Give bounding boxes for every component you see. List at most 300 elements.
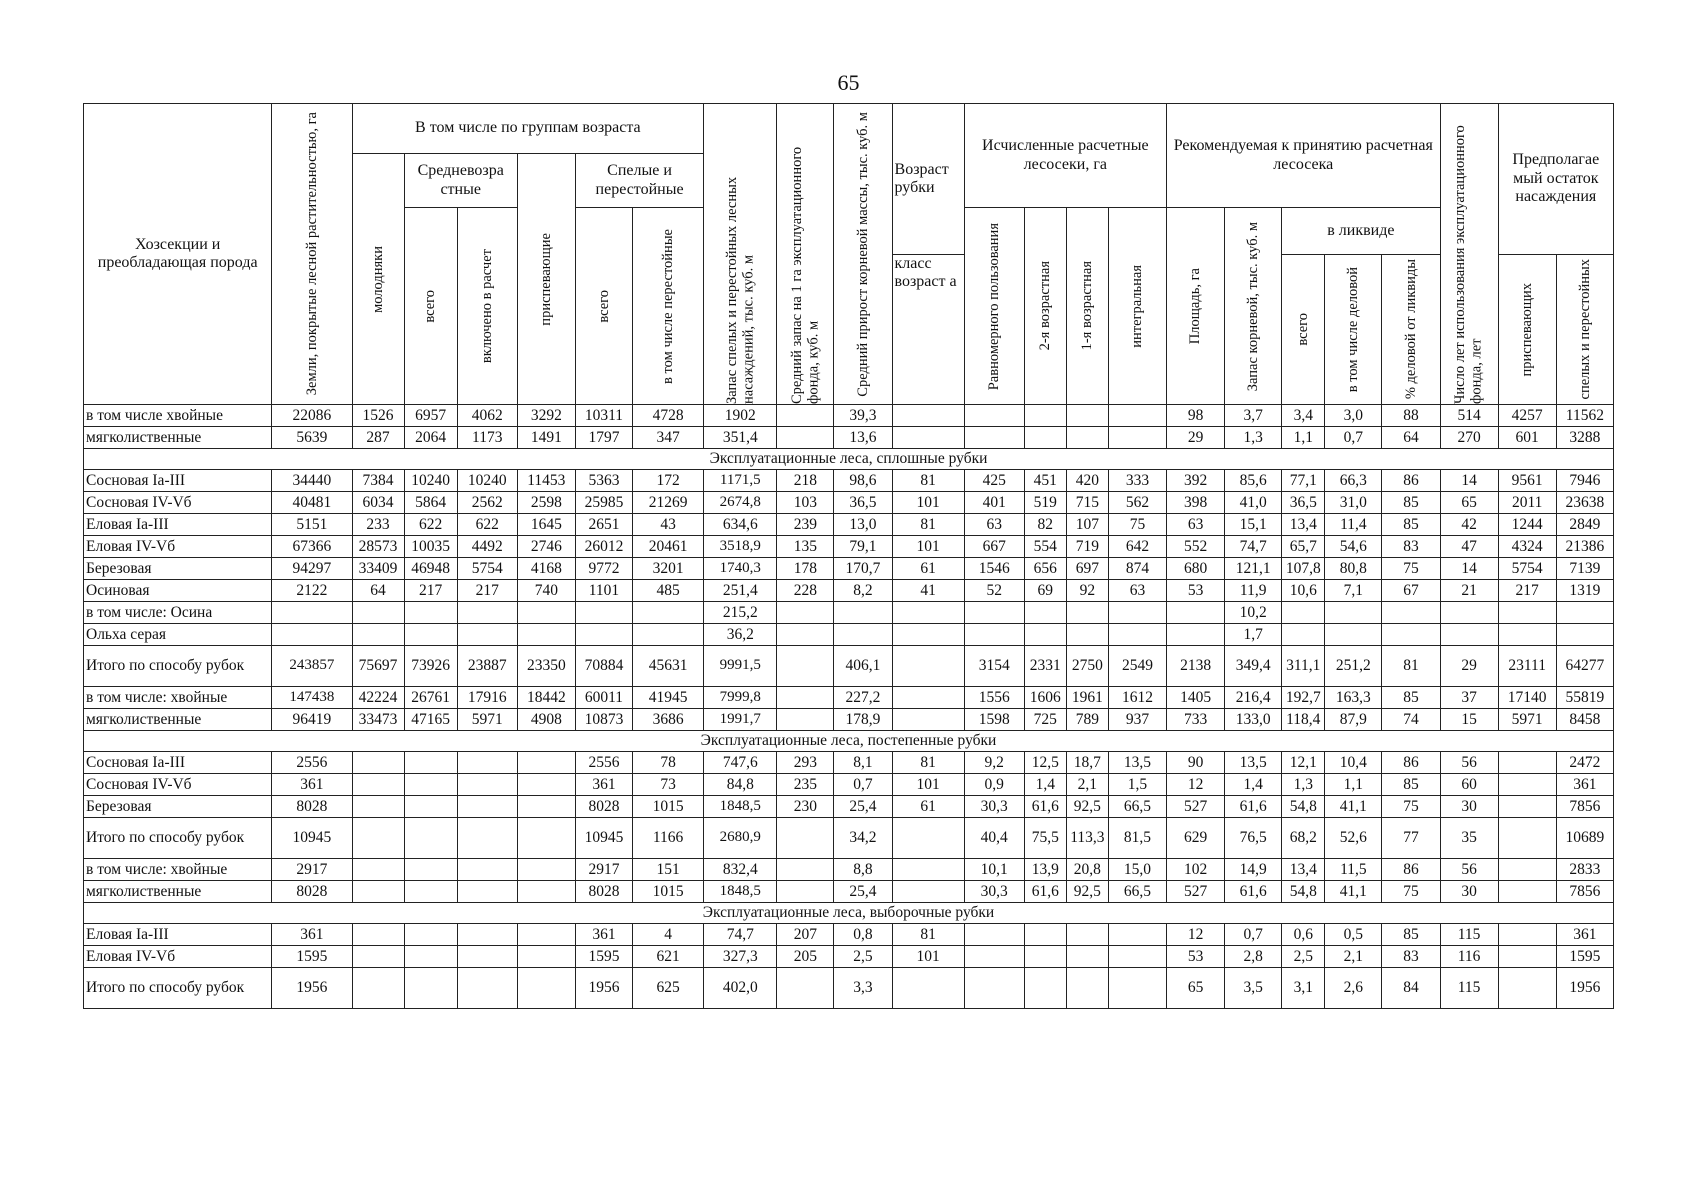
table-cell	[457, 859, 517, 881]
table-cell: 101	[892, 492, 964, 514]
table-cell	[352, 859, 404, 881]
table-cell: 327,3	[704, 946, 777, 968]
table-cell: 21	[1440, 580, 1498, 602]
table-cell: 3,7	[1225, 405, 1282, 427]
table-cell	[1066, 405, 1108, 427]
table-cell: 81	[892, 924, 964, 946]
table-cell	[517, 774, 575, 796]
table-cell	[834, 602, 892, 624]
table-cell: 92,5	[1066, 796, 1108, 818]
header-rem-maturing: приспевающих	[1498, 255, 1556, 405]
table-cell: 41	[892, 580, 964, 602]
table-cell: 46948	[404, 558, 457, 580]
table-cell: 361	[575, 774, 632, 796]
table-cell: 680	[1167, 558, 1225, 580]
table-cell: 81	[892, 470, 964, 492]
table-cell: 2750	[1066, 646, 1108, 687]
table-cell: 2674,8	[704, 492, 777, 514]
table-cell: 26012	[575, 536, 632, 558]
table-cell: 64	[1382, 427, 1440, 449]
table-cell: 118,4	[1282, 709, 1325, 731]
table-cell: 217	[1498, 580, 1556, 602]
table-cell: 11,9	[1225, 580, 1282, 602]
table-cell: 2138	[1167, 646, 1225, 687]
table-cell	[964, 602, 1024, 624]
table-cell: 1956	[575, 968, 632, 1009]
table-cell: 41,1	[1325, 796, 1382, 818]
table-cell: 65,7	[1282, 536, 1325, 558]
table-cell: 228	[777, 580, 834, 602]
table-cell: 451	[1024, 470, 1066, 492]
table-cell	[964, 924, 1024, 946]
table-cell: 34,2	[834, 818, 892, 859]
table-cell: 634,6	[704, 514, 777, 536]
table-cell: 20,8	[1066, 859, 1108, 881]
table-cell	[1024, 624, 1066, 646]
table-cell: 10035	[404, 536, 457, 558]
row-label: Сосновая Ia-III	[84, 470, 272, 492]
table-cell	[777, 602, 834, 624]
table-cell: 30	[1440, 796, 1498, 818]
table-cell: 11562	[1556, 405, 1613, 427]
table-cell: 11,4	[1325, 514, 1382, 536]
table-row	[84, 774, 1614, 796]
table-cell	[633, 602, 704, 624]
table-cell: 96419	[272, 709, 352, 731]
table-cell	[964, 405, 1024, 427]
row-label: Сосновая Ia-III	[84, 752, 272, 774]
table-cell: 789	[1066, 709, 1108, 731]
table-cell: 25,4	[834, 796, 892, 818]
table-cell: 4257	[1498, 405, 1556, 427]
table-cell	[517, 752, 575, 774]
table-cell: 251,4	[704, 580, 777, 602]
table-cell: 235	[777, 774, 834, 796]
table-cell: 10,2	[1225, 602, 1282, 624]
table-cell: 3518,9	[704, 536, 777, 558]
table-cell	[352, 796, 404, 818]
table-cell: 251,2	[1325, 646, 1382, 687]
table-cell: 54,8	[1282, 881, 1325, 903]
table-cell: 9561	[1498, 470, 1556, 492]
table-cell: 30	[1440, 881, 1498, 903]
table-cell: 15	[1440, 709, 1498, 731]
table-cell: 79,1	[834, 536, 892, 558]
table-cell: 398	[1167, 492, 1225, 514]
table-cell: 78	[633, 752, 704, 774]
table-cell: 552	[1167, 536, 1225, 558]
table-cell: 7946	[1556, 470, 1613, 492]
table-row	[84, 968, 1614, 1009]
table-cell: 1,3	[1225, 427, 1282, 449]
table-cell	[457, 946, 517, 968]
table-cell	[777, 709, 834, 731]
table-cell: 1598	[964, 709, 1024, 731]
table-cell: 1902	[704, 405, 777, 427]
table-cell: 115	[1440, 924, 1498, 946]
table-cell: 485	[633, 580, 704, 602]
table-cell: 527	[1167, 796, 1225, 818]
table-cell	[1498, 796, 1556, 818]
table-cell: 216,4	[1225, 687, 1282, 709]
table-cell: 15,1	[1225, 514, 1282, 536]
table-cell	[404, 602, 457, 624]
table-cell: 2917	[575, 859, 632, 881]
table-cell: 36,5	[834, 492, 892, 514]
table-cell: 42224	[352, 687, 404, 709]
table-cell: 5754	[1498, 558, 1556, 580]
table-cell	[272, 624, 352, 646]
table-cell: 8028	[575, 881, 632, 903]
table-row	[84, 470, 1614, 492]
table-cell: 621	[633, 946, 704, 968]
table-cell	[834, 624, 892, 646]
header-rec-root-stock: Запас корневой, тыс. куб. м	[1225, 208, 1282, 405]
table-cell: 39,3	[834, 405, 892, 427]
table-cell	[1108, 602, 1166, 624]
table-cell	[404, 774, 457, 796]
table-cell: 61,6	[1024, 881, 1066, 903]
table-cell	[964, 624, 1024, 646]
table-cell: 85	[1382, 492, 1440, 514]
table-cell: 8,2	[834, 580, 892, 602]
table-row	[84, 427, 1614, 449]
table-cell: 0,7	[1325, 427, 1382, 449]
table-cell: 81,5	[1108, 818, 1166, 859]
table-cell: 82	[1024, 514, 1066, 536]
table-row	[84, 924, 1614, 946]
table-cell: 61,6	[1225, 881, 1282, 903]
table-cell: 1595	[1556, 946, 1613, 968]
table-cell: 84,8	[704, 774, 777, 796]
table-cell: 9772	[575, 558, 632, 580]
header-liquid: в ликвиде	[1282, 208, 1440, 255]
table-cell: 107	[1066, 514, 1108, 536]
table-cell: 4492	[457, 536, 517, 558]
row-label: Осиновая	[84, 580, 272, 602]
header-avg-growth: Средний прирост корневой массы, тыс. куб. м	[834, 104, 892, 405]
table-cell: 1101	[575, 580, 632, 602]
table-cell: 29	[1440, 646, 1498, 687]
table-cell	[404, 624, 457, 646]
table-cell: 178,9	[834, 709, 892, 731]
table-cell: 18442	[517, 687, 575, 709]
table-cell: 22086	[272, 405, 352, 427]
row-label: мягколиственные	[84, 709, 272, 731]
table-cell: 47165	[404, 709, 457, 731]
table-cell: 12	[1167, 924, 1225, 946]
table-cell	[633, 624, 704, 646]
table-cell: 562	[1108, 492, 1166, 514]
table-cell	[1024, 602, 1066, 624]
table-cell: 1,5	[1108, 774, 1166, 796]
table-cell: 1606	[1024, 687, 1066, 709]
table-cell: 1491	[517, 427, 575, 449]
table-cell: 170,7	[834, 558, 892, 580]
table-cell: 5971	[1498, 709, 1556, 731]
table-cell	[1167, 602, 1225, 624]
table-cell: 0,6	[1282, 924, 1325, 946]
table-cell: 2011	[1498, 492, 1556, 514]
table-cell: 86	[1382, 470, 1440, 492]
table-cell: 667	[964, 536, 1024, 558]
table-cell: 14	[1440, 558, 1498, 580]
table-cell: 1595	[272, 946, 352, 968]
table-cell	[352, 774, 404, 796]
table-cell: 392	[1167, 470, 1225, 492]
table-cell	[777, 818, 834, 859]
table-cell: 5864	[404, 492, 457, 514]
table-cell: 61	[892, 796, 964, 818]
table-cell: 74,7	[704, 924, 777, 946]
table-cell: 622	[404, 514, 457, 536]
header-middle-total: всего	[404, 208, 457, 405]
header-young: молодняки	[352, 154, 404, 405]
table-cell: 227,2	[834, 687, 892, 709]
table-cell: 70884	[575, 646, 632, 687]
table-cell	[517, 796, 575, 818]
table-cell: 1173	[457, 427, 517, 449]
table-cell: 101	[892, 536, 964, 558]
table-cell: 1848,5	[704, 796, 777, 818]
table-cell	[1024, 924, 1066, 946]
table-cell: 3,4	[1282, 405, 1325, 427]
table-cell: 85	[1382, 514, 1440, 536]
table-cell: 351,4	[704, 427, 777, 449]
table-cell: 85,6	[1225, 470, 1282, 492]
table-cell: 21386	[1556, 536, 1613, 558]
table-cell: 402,0	[704, 968, 777, 1009]
table-cell: 25985	[575, 492, 632, 514]
table-cell: 92,5	[1066, 881, 1108, 903]
table-cell: 75	[1108, 514, 1166, 536]
table-cell: 102	[1167, 859, 1225, 881]
table-cell: 1961	[1066, 687, 1108, 709]
table-cell	[1024, 405, 1066, 427]
table-cell: 74	[1382, 709, 1440, 731]
row-label: Березовая	[84, 558, 272, 580]
table-cell: 23638	[1556, 492, 1613, 514]
table-cell	[777, 624, 834, 646]
table-cell	[1066, 624, 1108, 646]
table-cell: 25,4	[834, 881, 892, 903]
table-cell	[517, 602, 575, 624]
table-cell: 85	[1382, 687, 1440, 709]
table-cell: 84	[1382, 968, 1440, 1009]
table-cell: 3,0	[1325, 405, 1382, 427]
table-cell: 9991,5	[704, 646, 777, 687]
table-cell: 178	[777, 558, 834, 580]
table-cell: 40481	[272, 492, 352, 514]
table-cell	[1108, 968, 1166, 1009]
table-row	[84, 796, 1614, 818]
table-cell: 1740,3	[704, 558, 777, 580]
table-cell: 4168	[517, 558, 575, 580]
table-cell: 14	[1440, 470, 1498, 492]
table-cell	[777, 859, 834, 881]
table-cell	[1498, 624, 1556, 646]
table-cell: 13,4	[1282, 859, 1325, 881]
row-label: Ольха серая	[84, 624, 272, 646]
table-cell: 205	[777, 946, 834, 968]
table-row	[84, 709, 1614, 731]
table-cell	[1498, 924, 1556, 946]
table-cell: 92	[1066, 580, 1108, 602]
table-cell: 7,1	[1325, 580, 1382, 602]
header-cut-age: Возраст рубки	[892, 104, 964, 255]
table-cell: 66,5	[1108, 881, 1166, 903]
table-cell: 8028	[272, 796, 352, 818]
table-cell: 425	[964, 470, 1024, 492]
table-cell: 6034	[352, 492, 404, 514]
table-cell: 1848,5	[704, 881, 777, 903]
table-cell: 33409	[352, 558, 404, 580]
header-age-class: класс возраст а	[892, 255, 964, 405]
table-cell	[892, 646, 964, 687]
header-rec-area: Площадь, га	[1167, 208, 1225, 405]
table-cell: 85	[1382, 774, 1440, 796]
table-cell	[1066, 924, 1108, 946]
table-cell: 6957	[404, 405, 457, 427]
table-cell: 3154	[964, 646, 1024, 687]
table-cell: 361	[1556, 774, 1613, 796]
table-cell: 11,5	[1325, 859, 1382, 881]
table-cell: 26761	[404, 687, 457, 709]
table-cell: 2,8	[1225, 946, 1282, 968]
table-row	[84, 405, 1614, 427]
table-cell: 67	[1382, 580, 1440, 602]
table-cell: 10689	[1556, 818, 1613, 859]
table-cell: 1015	[633, 881, 704, 903]
header-calc-second: 2-я возрастная	[1024, 208, 1066, 405]
table-cell: 12,1	[1282, 752, 1325, 774]
table-cell: 3,1	[1282, 968, 1325, 1009]
row-label: в том числе хвойные	[84, 405, 272, 427]
row-label: Еловая IV-Vб	[84, 946, 272, 968]
table-cell: 86	[1382, 752, 1440, 774]
table-cell	[1498, 818, 1556, 859]
header-liquid-total: всего	[1282, 255, 1325, 405]
table-cell: 217	[457, 580, 517, 602]
table-cell: 1244	[1498, 514, 1556, 536]
table-cell: 1612	[1108, 687, 1166, 709]
table-cell: 10240	[457, 470, 517, 492]
table-cell: 56	[1440, 859, 1498, 881]
table-row	[84, 646, 1614, 687]
table-cell	[1066, 968, 1108, 1009]
table-cell: 61,6	[1225, 796, 1282, 818]
table-cell: 311,1	[1282, 646, 1325, 687]
table-cell: 116	[1440, 946, 1498, 968]
table-row	[84, 602, 1614, 624]
table-cell: 554	[1024, 536, 1066, 558]
table-cell: 34440	[272, 470, 352, 492]
table-cell	[352, 968, 404, 1009]
table-cell: 10,6	[1282, 580, 1325, 602]
table-cell	[457, 818, 517, 859]
table-cell: 77,1	[1282, 470, 1325, 492]
table-cell: 215,2	[704, 602, 777, 624]
header-avg-stock: Средний запас на 1 га эксплуатационного фонда, куб. м	[777, 104, 834, 405]
table-cell: 13,5	[1108, 752, 1166, 774]
table-row	[84, 536, 1614, 558]
table-cell: 77	[1382, 818, 1440, 859]
header-rem-mature: спелых и перестойных	[1556, 255, 1613, 405]
table-cell	[404, 752, 457, 774]
table-cell	[457, 924, 517, 946]
table-cell	[1108, 924, 1166, 946]
table-cell: 3201	[633, 558, 704, 580]
table-cell: 361	[1556, 924, 1613, 946]
table-cell: 207	[777, 924, 834, 946]
table-row	[84, 492, 1614, 514]
table-cell: 80,8	[1325, 558, 1382, 580]
table-cell: 4324	[1498, 536, 1556, 558]
table-cell	[1498, 774, 1556, 796]
table-cell: 1595	[575, 946, 632, 968]
table-cell: 74,7	[1225, 536, 1282, 558]
table-cell: 61,6	[1024, 796, 1066, 818]
table-cell: 63	[1167, 514, 1225, 536]
table-cell	[1066, 946, 1108, 968]
table-cell	[1556, 602, 1613, 624]
table-cell: 2064	[404, 427, 457, 449]
table-cell: 47	[1440, 536, 1498, 558]
table-cell: 0,7	[1225, 924, 1282, 946]
table-cell: 11453	[517, 470, 575, 492]
table-cell	[457, 968, 517, 1009]
table-cell: 13,6	[834, 427, 892, 449]
table-cell: 103	[777, 492, 834, 514]
row-label: мягколиственные	[84, 881, 272, 903]
table-cell: 43	[633, 514, 704, 536]
table-cell: 2746	[517, 536, 575, 558]
table-cell: 67366	[272, 536, 352, 558]
table-row	[84, 624, 1614, 646]
table-cell: 3,5	[1225, 968, 1282, 1009]
header-years: Число лет использования эксплуатационного фонда, лет	[1440, 104, 1498, 405]
header-age-groups: В том числе по группам возраста	[352, 104, 704, 154]
table-cell: 1015	[633, 796, 704, 818]
table-cell: 20461	[633, 536, 704, 558]
table-row	[84, 818, 1614, 859]
table-cell: 133,0	[1225, 709, 1282, 731]
table-cell: 54,6	[1325, 536, 1382, 558]
table-cell: 61	[892, 558, 964, 580]
table-cell	[892, 709, 964, 731]
table-cell: 0,8	[834, 924, 892, 946]
table-cell: 7856	[1556, 796, 1613, 818]
table-cell: 622	[457, 514, 517, 536]
table-cell: 23887	[457, 646, 517, 687]
table-cell	[517, 818, 575, 859]
table-cell: 35	[1440, 818, 1498, 859]
table-cell: 7999,8	[704, 687, 777, 709]
table-cell: 601	[1498, 427, 1556, 449]
table-cell	[575, 602, 632, 624]
row-label: мягколиственные	[84, 427, 272, 449]
table-cell: 519	[1024, 492, 1066, 514]
table-cell	[404, 796, 457, 818]
table-cell: 8458	[1556, 709, 1613, 731]
header-mature-overmature: в том числе перестойные	[633, 208, 704, 405]
row-label: Еловая IV-Vб	[84, 536, 272, 558]
table-cell: 81	[1382, 646, 1440, 687]
table-row	[84, 946, 1614, 968]
table-cell	[1498, 602, 1556, 624]
table-cell: 361	[272, 774, 352, 796]
table-cell: 65	[1167, 968, 1225, 1009]
